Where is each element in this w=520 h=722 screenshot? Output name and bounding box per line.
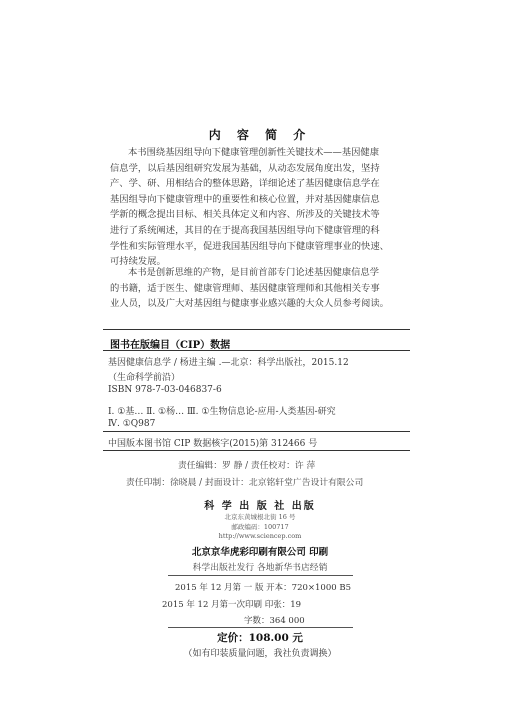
divider-cip-bottom [103, 431, 410, 432]
intro-title: 内 容 简 介 [208, 128, 312, 142]
cip-line: （生命科学前沿） [108, 373, 181, 383]
divider-top [103, 329, 410, 330]
production-credits: 责任印制：徐晓晨 / 封面设计：北京铭轩堂广告设计有限公司 [126, 478, 364, 488]
text-line: 产、学、研、用相结合的整体思路，详细论述了基因健康信息学在 [110, 178, 380, 190]
text-line: 本书是创新思维的产物，是目前首部专门论述基因健康信息学 [128, 267, 380, 278]
intro-paragraph-1 [110, 145, 415, 270]
price: 定价：108.00 元 [217, 632, 303, 644]
text-line: 的书籍，适于医生、健康管理师、基因健康管理师和其他相关专事 [110, 282, 380, 294]
editor-credits: 责任编辑：罗 静 / 责任校对：许 萍 [178, 461, 316, 471]
divider-price [168, 627, 353, 628]
cip-line: Ⅳ. ①Q987 [108, 419, 156, 429]
quality-note: （如有印装质量问题，我社负责调换） [183, 649, 337, 659]
cip-number: 中国版本图书馆 CIP 数据核字(2015)第 312466 号 [108, 439, 318, 449]
text-line: 信息学，以后基因组研究发展为基础，从动态发展角度出发，坚持 [110, 162, 380, 174]
text-line: 学新的概念提出目标、相关具体定义和内容、所涉及的关键技术等 [110, 209, 380, 221]
printer: 北京京华虎彩印刷有限公司 印刷 [191, 547, 329, 558]
website: http://www.sciencep.com [218, 532, 302, 540]
printing-line: 2015 年 12 月第一次印刷 印张：19 [162, 600, 302, 610]
text-line: 基因组导向下健康管理中的重要性和核心位置，并对基因健康信息 [110, 193, 380, 205]
publisher: 科 学 出 版 社 出版 [204, 501, 316, 512]
intro-paragraph-2 [110, 265, 415, 312]
cip-line: 基因健康信息学 / 杨进主编 .—北京：科学出版社，2015.12 [108, 358, 349, 368]
divider-cip [103, 350, 410, 351]
text-line: 本书围绕基因组导向下健康管理创新性关键技术——基因健康 [128, 147, 380, 158]
cip-line: Ⅰ. ①基… Ⅱ. ①杨… Ⅲ. ①生物信息论-应用-人类基因-研究 [108, 407, 336, 417]
text-line: 业人员，以及广大对基因组与健康事业感兴趣的大众人员参考阅读。 [110, 298, 389, 310]
divider-credits [103, 450, 410, 451]
text-line: 可持续发展。 [110, 256, 166, 268]
text-line: 进行了系统阐述，其目的在于提高我国基因组导向下健康管理的科 [110, 224, 380, 236]
text-line: 学性和实际管理水平，促进我国基因组导向下健康管理事业的快速、 [110, 240, 389, 252]
postcode: 邮政编码：100717 [231, 523, 289, 531]
edition-line: 2015 年 12 月第 一 版 开本：720×1000 B5 [175, 583, 351, 593]
divider-specs [168, 575, 353, 576]
cip-isbn: ISBN 978-7-03-046837-6 [108, 385, 222, 395]
word-count: 字数：364 000 [244, 616, 305, 626]
cip-heading: 图书在版编目（CIP）数据 [110, 340, 231, 351]
distribution: 科学出版社发行 各地新华书店经销 [192, 563, 328, 573]
publisher-address: 北京东黄城根北街 16 号 [224, 513, 296, 521]
